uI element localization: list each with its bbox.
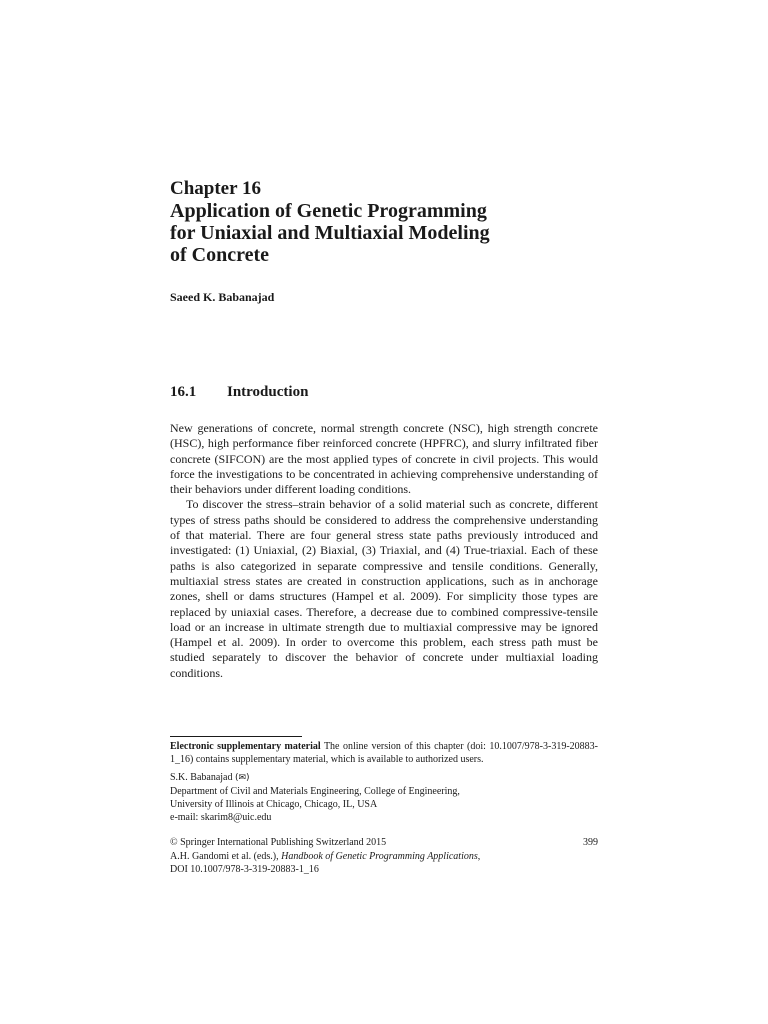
copyright-block (170, 836, 598, 877)
affiliation-line: Department of Civil and Materials Engineering, College of Engineering, (170, 786, 460, 797)
author-affiliation (170, 771, 598, 824)
affiliation-name-line (170, 771, 598, 785)
citation-line (170, 850, 598, 864)
esm-footnote (170, 740, 598, 766)
chapter-title-line: Application of Genetic Programming (170, 200, 487, 222)
author-name: Saeed K. Babanajad (170, 290, 275, 304)
body-text (170, 421, 598, 681)
body-paragraph: New generations of concrete, normal strength concrete (NSC), high strength concrete (HSC), high performance fiber reinforced concrete (HPFRC), and slurry infiltrated fiber concrete (SIFCON) are the most applied types of concrete in civil projects. This would force the investigations to be concentrated in achieving comprehensive understanding of their behaviors under different loading conditions. (170, 421, 598, 497)
chapter-title (170, 200, 610, 266)
section-heading (170, 384, 308, 401)
book-title: Handbook of Genetic Programming Applications (281, 850, 478, 862)
footnotes (170, 740, 598, 824)
citation-suffix: , (477, 850, 481, 862)
page-number: 399 (583, 837, 598, 848)
body-paragraph: To discover the stress–strain behavior of a solid material such as concrete, different types of stress paths should be considered to address the comprehensive understanding of that material. There are four general stress state paths previously introduced and investigated: (1) Uniaxial, (2) Biaxial, (3) Triaxial, and (4) True-triaxial. Each of these paths is also categorized in separate compressive and tensile conditions. Generally, multiaxial stress states are created in construction applications, such as in anchorage zones, shell or dams structures (Hampel et al. 2009). For simplicity those types are replaced by uniaxial cases. Therefore, a decrease due to combined compressive-tensile load or an increase in ultimate strength due to multiaxial compressive may be ignored (Hampel et al. 2009). In order to overcome this problem, each stress path must be studied separately to discover the behavior of concrete under multiaxial loading conditions. (170, 497, 598, 680)
author-email: e-mail: skarim8@uic.edu (170, 812, 272, 823)
chapter-title-line: for Uniaxial and Multiaxial Modeling (170, 222, 490, 244)
chapter-title-line: of Concrete (170, 244, 270, 266)
section-title: Introduction (227, 384, 309, 400)
doi-line: DOI 10.1007/978-3-319-20883-1_16 (170, 864, 319, 875)
citation-editors: A.H. Gandomi et al. (eds.), (170, 850, 282, 862)
affiliation-line: University of Illinois at Chicago, Chicago, IL, USA (170, 799, 378, 810)
section-number: 16.1 (170, 384, 197, 400)
esm-label: Electronic supplementary material (170, 741, 321, 752)
chapter-label: Chapter 16 (170, 178, 261, 199)
envelope-icon: (✉) (235, 773, 250, 783)
esm-text: The online version of this chapter (doi: 10.1007/978-3-319-20883-1_16) contains supplementary material, which is available to authorized users. (170, 741, 598, 765)
footnote-divider (170, 736, 302, 737)
copyright-line: © Springer International Publishing Switzerland 2015 (170, 837, 387, 848)
affiliation-name: S.K. Babanajad (170, 772, 233, 783)
